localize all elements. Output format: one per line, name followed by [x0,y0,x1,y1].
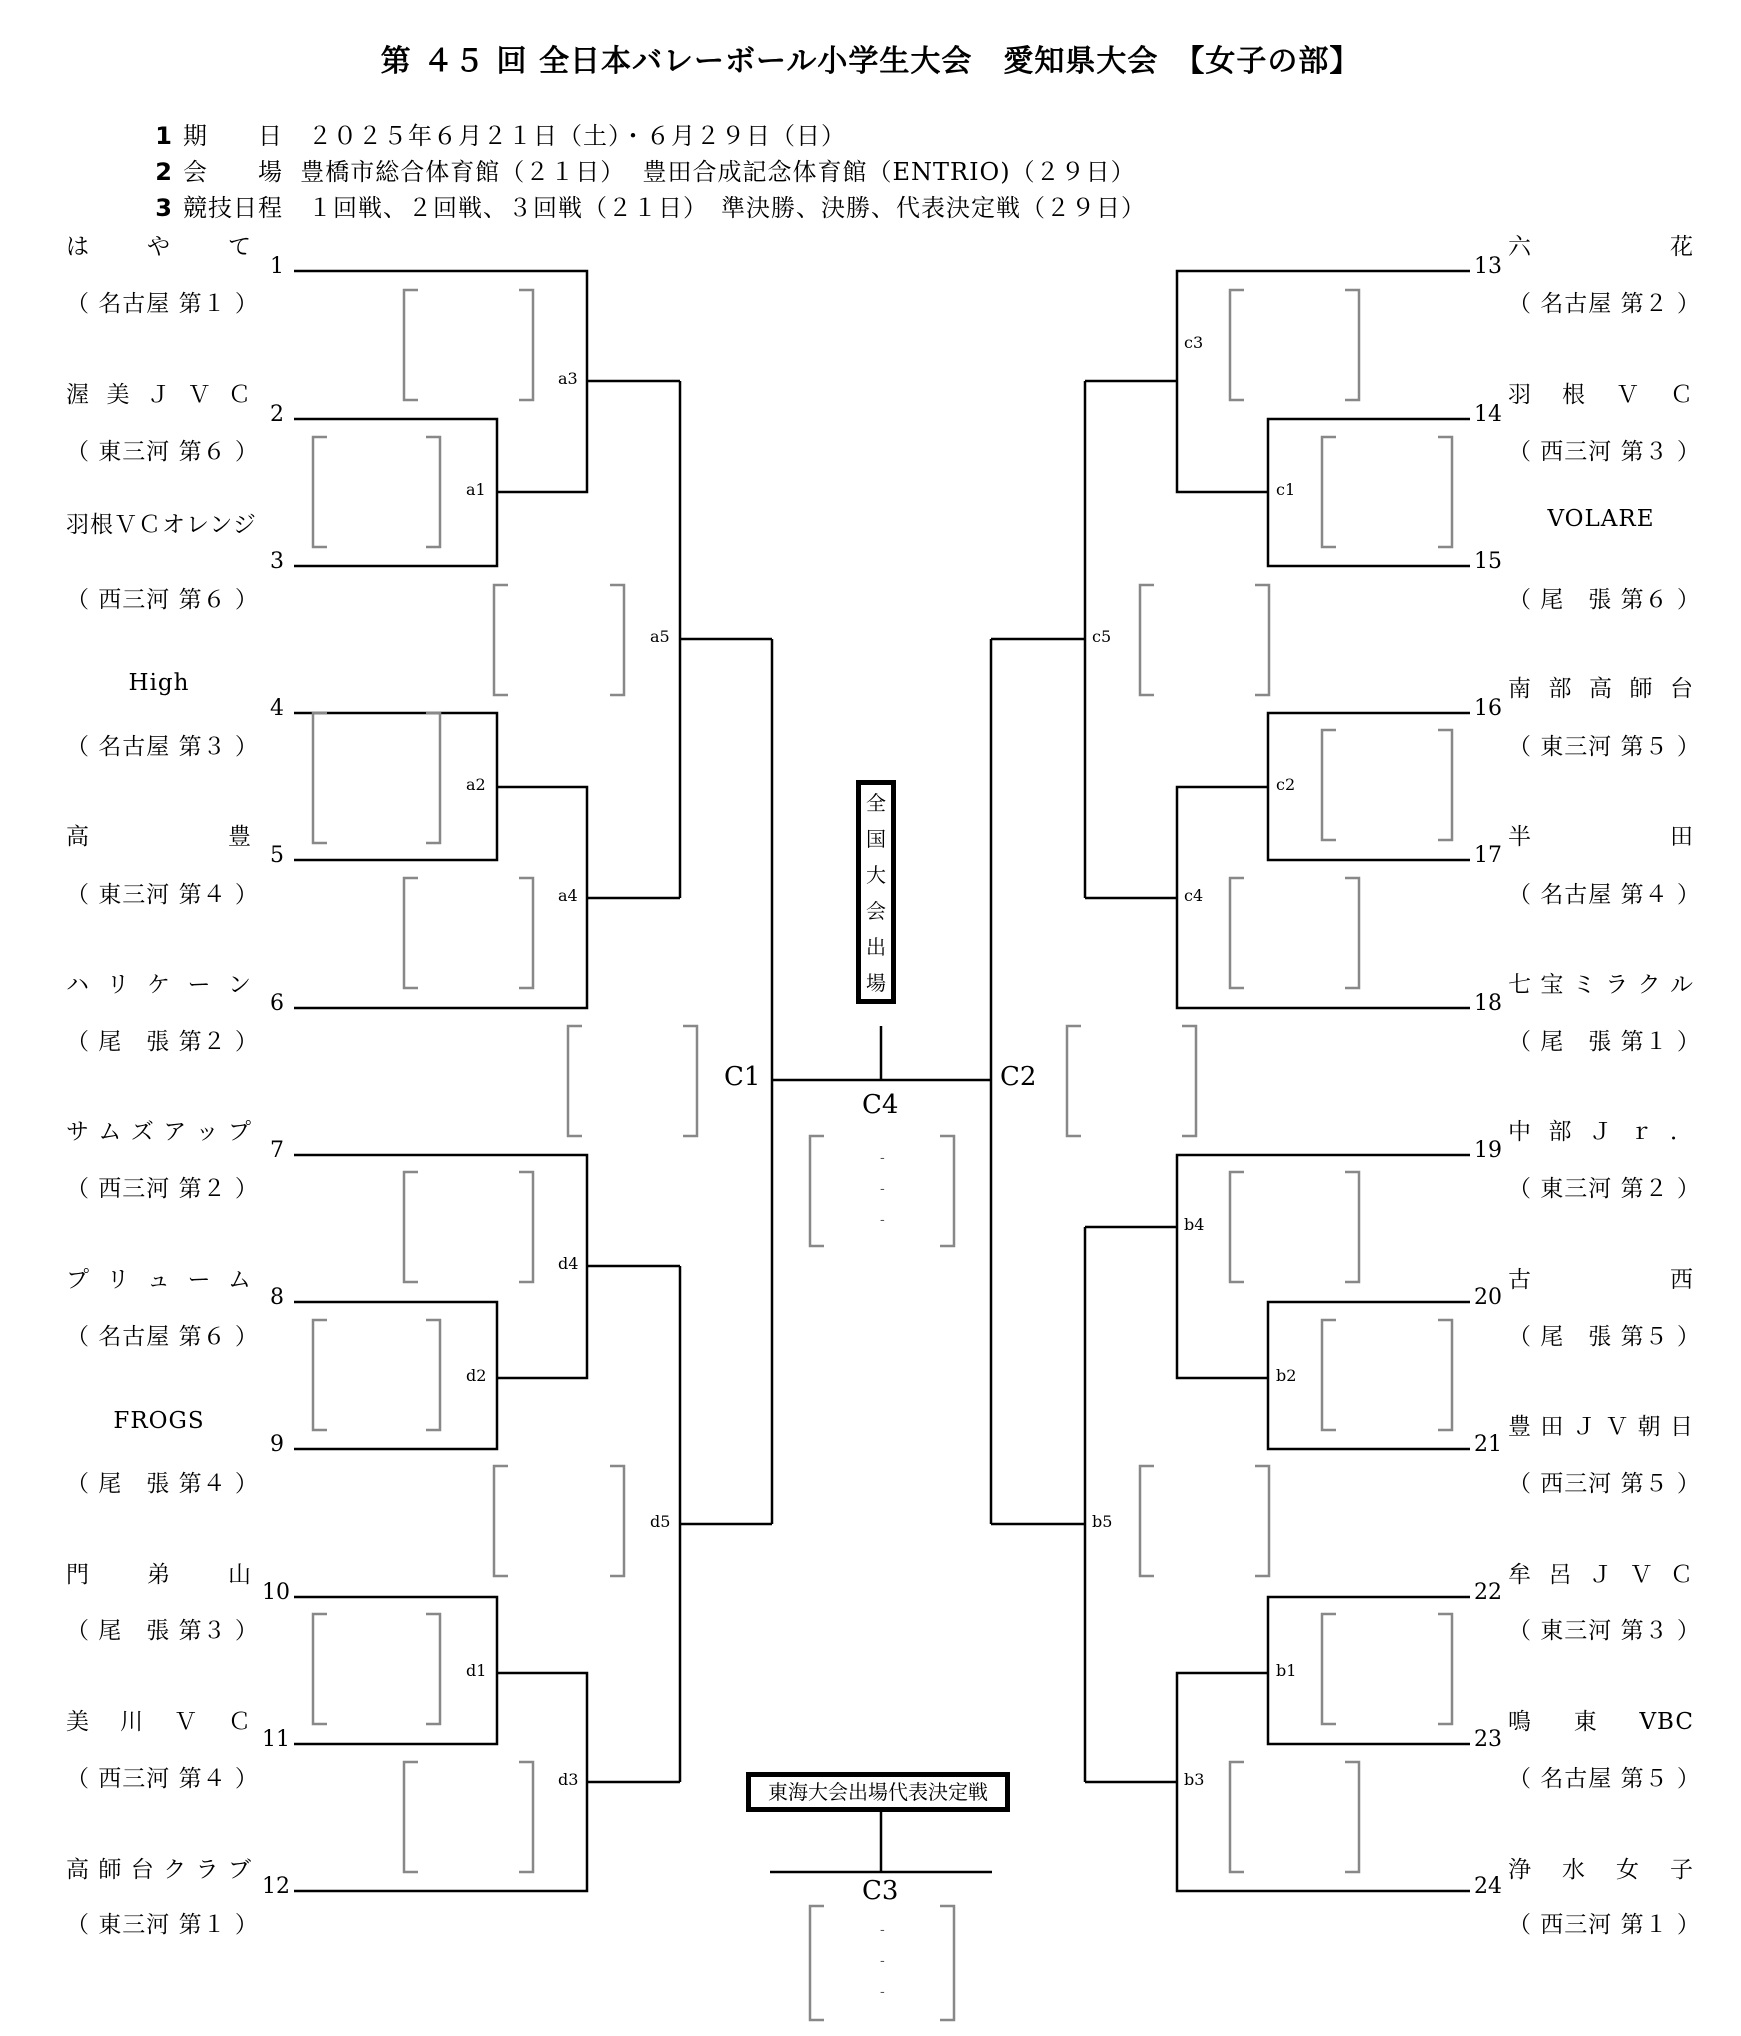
seed-number: 17 [1474,843,1502,868]
team-name: 中 部 Ｊ ｒ ． [1508,1119,1694,1145]
score-bracket-right [610,585,624,695]
score-bracket-right [940,1906,954,2020]
score-bracket-left [494,585,508,695]
team-name: High [128,670,190,696]
team-region: （ 尾 張 第６ ） [1508,587,1701,613]
score-bracket-right [519,290,533,400]
seed-number: 23 [1474,1727,1502,1752]
team-region: （ 東三河 第１ ） [66,1912,259,1938]
info-number: 3 [155,194,173,222]
score-bracket-left [1230,878,1244,988]
page-title: 第 ４５ 回 全日本バレーボール小学生大会 愛知県大会 【女子の部】 [380,44,1361,79]
match-label-b5: b5 [1092,1512,1113,1531]
match-label-c2-main: C2 [1000,1062,1037,1092]
score-bracket-left [1230,1762,1244,1872]
seed-number: 2 [270,402,284,427]
final-box-char: 出 [866,935,886,959]
score-placeholder-dash: - [880,1150,885,1166]
seed-number: 3 [270,549,284,574]
match-label-b4: b4 [1184,1215,1205,1234]
team-region: （ 東三河 第５ ） [1508,734,1701,760]
match-label-a3: a3 [558,369,578,388]
score-bracket-right [1438,730,1452,840]
score-bracket-right [519,1762,533,1872]
seed-number: 10 [262,1580,290,1605]
score-bracket-left [313,1614,327,1724]
score-bracket-left [313,1320,327,1430]
score-bracket-left [494,1466,508,1576]
seed-number: 18 [1474,991,1502,1016]
match-label-c1-main: C1 [724,1062,761,1092]
seed-number: 7 [270,1138,284,1163]
seed-number: 8 [270,1285,284,1310]
team-region: （ 名古屋 第６ ） [66,1324,259,1350]
score-bracket-right [1438,1614,1452,1724]
score-bracket-right [1345,878,1359,988]
match-label-d3: d3 [558,1770,579,1789]
team-name: 美 川 Ｖ Ｃ [66,1709,252,1735]
team-name: 高 豊 [66,824,252,850]
seed-number: 4 [270,696,284,721]
score-bracket-right [426,437,440,547]
score-bracket-right [1255,1466,1269,1576]
team-region: （ 西三河 第２ ） [66,1176,259,1202]
team-region: （ 西三河 第３ ） [1508,439,1701,465]
team-name: 七 宝 ミ ラ ク ル [1508,972,1694,998]
score-placeholder-dash: - [880,1953,885,1969]
team-name: サ ム ズ ア ッ プ [66,1119,252,1145]
seed-number: 12 [262,1874,290,1899]
score-placeholder-dash: - [880,1212,885,1228]
team-name: 羽根ＶＣオレンジ [66,512,257,538]
team-region: （ 名古屋 第１ ） [66,291,259,317]
match-label-c1: c1 [1276,480,1296,499]
bracket-line [1268,713,1470,860]
score-bracket-left [1322,1320,1336,1430]
score-bracket-right [1345,290,1359,400]
team-name: 六 花 [1508,234,1694,260]
match-label-b3: b3 [1184,1770,1205,1789]
final-box-char: 全 [866,791,886,815]
score-bracket-right [940,1136,954,1246]
team-name: 浄 水 女 子 [1508,1857,1694,1883]
seed-number: 20 [1474,1285,1502,1310]
score-bracket-right [519,878,533,988]
team-name: は や て [66,234,252,260]
score-bracket-left [404,1762,418,1872]
team-name: ハ リ ケ ー ン [66,972,252,998]
team-name: 門 弟 山 [66,1562,252,1588]
team-name: VOLARE [1547,506,1655,532]
bracket-line [1177,787,1470,1008]
score-placeholder-dash: - [880,1984,885,2000]
seed-number: 13 [1474,254,1502,279]
team-region: （ 尾 張 第４ ） [66,1471,259,1497]
match-label-a5: a5 [650,627,670,646]
team-region: （ 西三河 第４ ） [66,1766,259,1792]
score-bracket-right [426,1614,440,1724]
score-bracket-left [810,1906,824,2020]
bracket-line [1177,1155,1470,1378]
seed-number: 19 [1474,1138,1502,1163]
score-bracket-right [1255,585,1269,695]
match-label-d2: d2 [466,1366,487,1385]
team-name: 半 田 [1508,824,1694,850]
team-name: 牟 呂 Ｊ Ｖ Ｃ [1508,1562,1694,1588]
match-label-b2: b2 [1276,1366,1297,1385]
national-qualifier-box [856,780,896,1004]
info-number: 2 [155,158,173,186]
team-region: （ 西三河 第１ ） [1508,1912,1701,1938]
seed-number: 16 [1474,696,1502,721]
score-bracket-left [568,1026,582,1136]
team-region: （ 名古屋 第４ ） [1508,882,1701,908]
seed-number: 9 [270,1432,284,1457]
score-bracket-left [404,1172,418,1282]
team-name: 羽 根 Ｖ Ｃ [1508,382,1694,408]
score-bracket-left [313,713,327,843]
match-label-a1: a1 [466,480,486,499]
team-name: FROGS [113,1408,205,1434]
team-name: 古 西 [1508,1267,1694,1293]
info-text: 会 場 豊橋市総合体育館（２１日） 豊田合成記念体育館（ENTRIO)（２９日） [182,158,1136,186]
score-bracket-left [1230,290,1244,400]
score-bracket-left [1140,1466,1154,1576]
team-region: （ 尾 張 第２ ） [66,1029,259,1055]
team-name: 鳴 東 VBC [1508,1709,1694,1735]
score-bracket-right [426,1320,440,1430]
seed-number: 24 [1474,1874,1502,1899]
tokai-playoff-box: 東海大会出場代表決定戦 [746,1772,1010,1812]
team-region: （ 西三河 第５ ） [1508,1471,1701,1497]
match-label-c3: c3 [1184,333,1204,352]
team-region: （ 尾 張 第３ ） [66,1618,259,1644]
team-region: （ 名古屋 第３ ） [66,734,259,760]
match-label-d4: d4 [558,1254,579,1273]
match-label-c5: c5 [1092,627,1112,646]
team-region: （ 東三河 第３ ） [1508,1618,1701,1644]
score-bracket-left [1067,1026,1081,1136]
bracket-line [1268,1302,1470,1449]
score-bracket-right [610,1466,624,1576]
final-box-char: 場 [866,971,886,995]
score-bracket-right [1438,437,1452,547]
team-name: 南 部 高 師 台 [1508,676,1694,702]
score-bracket-left [1322,730,1336,840]
team-region: （ 東三河 第６ ） [66,439,259,465]
bracket-line [1177,271,1470,492]
score-bracket-left [1322,1614,1336,1724]
seed-number: 1 [270,254,284,279]
info-number: 1 [155,122,173,150]
team-region: （ 東三河 第４ ） [66,882,259,908]
team-region: （ 名古屋 第５ ） [1508,1766,1701,1792]
score-bracket-right [1182,1026,1196,1136]
score-bracket-left [404,290,418,400]
team-name: 渥 美 Ｊ Ｖ Ｃ [66,382,252,408]
match-label-d5: d5 [650,1512,671,1531]
team-name: プ リ ュ ー ム [66,1267,252,1293]
final-box-char: 国 [866,827,886,851]
score-bracket-right [1438,1320,1452,1430]
seed-number: 6 [270,991,284,1016]
score-bracket-right [519,1172,533,1282]
score-bracket-left [1230,1172,1244,1282]
seed-number: 11 [262,1727,290,1752]
match-label-d1: d1 [466,1661,487,1680]
seed-number: 22 [1474,1580,1502,1605]
match-label-c4-main: C4 [862,1090,899,1120]
score-bracket-left [404,878,418,988]
team-region: （ 尾 張 第５ ） [1508,1324,1701,1350]
score-bracket-left [1322,437,1336,547]
match-label-c4: c4 [1184,886,1204,905]
team-region: （ 西三河 第６ ） [66,587,259,613]
team-region: （ 東三河 第２ ） [1508,1176,1701,1202]
team-region: （ 尾 張 第１ ） [1508,1029,1701,1055]
score-bracket-left [810,1136,824,1246]
team-region: （ 名古屋 第２ ） [1508,291,1701,317]
seed-number: 14 [1474,402,1502,427]
score-placeholder-dash: - [880,1922,885,1938]
team-name: 高 師 台 ク ラ ブ [66,1857,252,1883]
score-placeholder-dash: - [880,1181,885,1197]
match-label-a2: a2 [466,775,486,794]
match-label-a4: a4 [558,886,578,905]
bracket-line [1177,1673,1470,1891]
bracket-line [1268,1597,1470,1744]
team-name: 豊 田 Ｊ Ｖ 朝 日 [1508,1414,1694,1440]
match-label-b1: b1 [1276,1661,1297,1680]
info-text: 期 日 ２０２５年６月２１日（土）・６月２９日（日） [182,122,846,150]
score-bracket-right [683,1026,697,1136]
match-label-c2: c2 [1276,775,1296,794]
score-bracket-left [313,437,327,547]
seed-number: 5 [270,843,284,868]
score-bracket-left [1140,585,1154,695]
bracket-line [1268,419,1470,566]
score-bracket-right [426,713,440,843]
final-box-char: 会 [866,899,886,923]
score-bracket-right [1345,1762,1359,1872]
match-label-c3-main: C3 [862,1876,899,1906]
score-bracket-right [1345,1172,1359,1282]
final-box-char: 大 [866,863,886,887]
seed-number: 15 [1474,549,1502,574]
info-text: 競技日程 １回戦、２回戦、３回戦（２１日） 準決勝、決勝、代表決定戦（２９日） [182,194,1146,222]
seed-number: 21 [1474,1432,1502,1457]
